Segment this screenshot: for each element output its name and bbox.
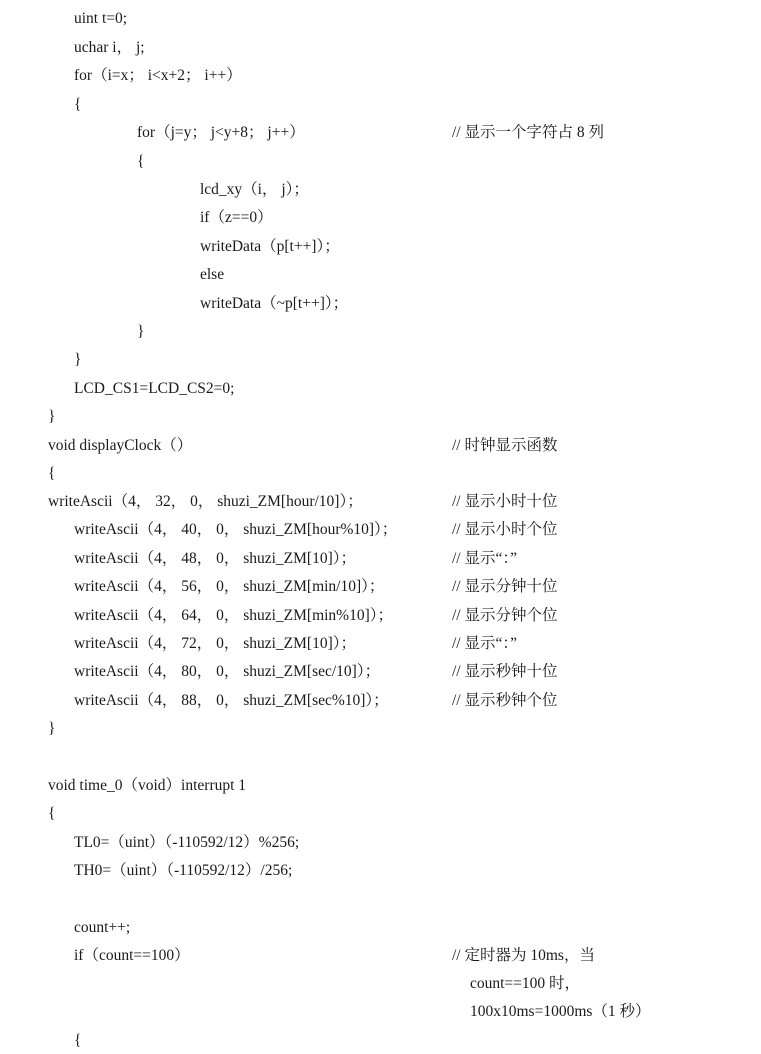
code-line: writeAscii（4， 72， 0， shuzi_ZM[10]）； xyxy=(74,635,356,652)
code-line: count++; xyxy=(74,919,131,936)
code-line: for（i=x； i<x+2； i++） xyxy=(74,67,242,84)
code-line: if（count==100） xyxy=(74,947,190,964)
code-line: writeAscii（4， 56， 0， shuzi_ZM[min/10]）； xyxy=(74,578,385,595)
code-line: } xyxy=(48,720,56,737)
code-line: writeAscii（4， 40， 0， shuzi_ZM[hour%10]）； xyxy=(74,521,398,538)
code-comment: // 时钟显示函数 xyxy=(452,437,558,454)
code-line: writeAscii（4， 48， 0， shuzi_ZM[10]）； xyxy=(74,550,356,567)
code-comment: // 显示小时个位 xyxy=(452,521,558,538)
code-line: LCD_CS1=LCD_CS2=0; xyxy=(74,380,235,397)
code-line: for（j=y； j<y+8； j++） xyxy=(137,124,305,141)
code-line: TH0=（uint）（-110592/12）/256; xyxy=(74,862,293,879)
code-line: writeData（p[t++]）； xyxy=(200,238,340,255)
code-line: } xyxy=(48,408,56,425)
code-line: { xyxy=(137,153,145,170)
code-line: { xyxy=(48,465,56,482)
code-comment: // 显示分钟个位 xyxy=(452,607,558,624)
code-comment: count==100 时， xyxy=(470,975,581,992)
code-comment: 100x10ms=1000ms（1 秒） xyxy=(470,1003,651,1020)
code-line: writeAscii（4， 32， 0， shuzi_ZM[hour/10]）； xyxy=(48,493,363,510)
code-line: lcd_xy（i， j）； xyxy=(200,181,309,198)
code-comment: // 显示“：” xyxy=(452,550,517,567)
code-line: uint t=0; xyxy=(74,10,128,27)
code-line: } xyxy=(74,351,82,368)
code-line: writeAscii（4， 88， 0， shuzi_ZM[sec%10]）； xyxy=(74,692,389,709)
code-line: { xyxy=(74,96,82,113)
code-line: { xyxy=(74,1032,82,1049)
code-comment: // 显示秒钟个位 xyxy=(452,692,558,709)
code-line: } xyxy=(137,323,145,340)
code-comment: // 显示“：” xyxy=(452,635,517,652)
code-comment: // 显示分钟十位 xyxy=(452,578,558,595)
code-line: TL0=（uint）（-110592/12）%256; xyxy=(74,834,300,851)
code-comment: // 显示秒钟十位 xyxy=(452,663,558,680)
code-line: if（z==0） xyxy=(200,209,273,226)
code-line: void time_0（void）interrupt 1 xyxy=(48,777,247,794)
code-line: uchar i， j; xyxy=(74,39,145,56)
code-line: writeAscii（4， 64， 0， shuzi_ZM[min%10]）； xyxy=(74,607,394,624)
code-line: writeData（~p[t++]）； xyxy=(200,295,349,312)
code-comment: // 显示一个字符占 8 列 xyxy=(452,124,604,141)
code-line: else xyxy=(200,266,225,283)
code-line: writeAscii（4， 80， 0， shuzi_ZM[sec/10]）； xyxy=(74,663,381,680)
code-line: void displayClock（） xyxy=(48,437,193,454)
code-comment: // 定时器为 10ms，当 xyxy=(452,947,595,964)
code-comment: // 显示小时十位 xyxy=(452,493,558,510)
code-line: { xyxy=(48,805,56,822)
